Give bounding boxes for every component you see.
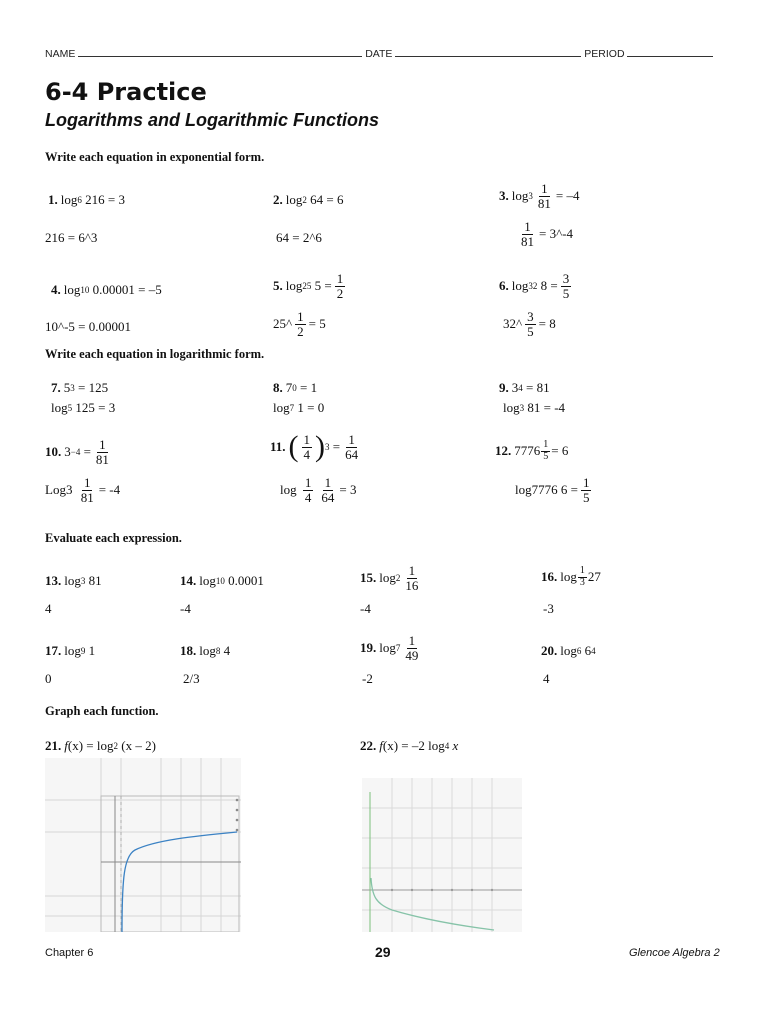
problem-7: 7. 5 3 = 125: [51, 380, 109, 395]
date-label: DATE: [365, 48, 393, 60]
answer-19: -2: [362, 671, 373, 686]
name-blank[interactable]: [78, 47, 362, 57]
problem-1: 1. log 6 216 = 3: [48, 192, 125, 207]
fraction: $\frac{1}{2}$: [336, 271, 344, 301]
fraction: $\frac{1}{81}$: [537, 181, 551, 211]
graph-22[interactable]: [362, 778, 522, 932]
answer-10: Log3 $\frac{1}{81}$ = -4: [45, 475, 121, 505]
answer-13: 4: [45, 601, 52, 616]
problem-16: 16. log $\frac{1}{3}$ 27: [541, 565, 601, 588]
answer-2: 64 = 2^6: [276, 230, 322, 245]
problem-20: 20. log 6 6 4: [541, 643, 596, 658]
fraction: $\frac{1}{81}$: [521, 219, 534, 249]
answer-18: 2/3: [183, 671, 200, 686]
footer-book: Glencoe Algebra 2: [629, 947, 720, 959]
fraction: $\frac{1}{4}$: [303, 431, 311, 462]
header-line: [45, 47, 713, 60]
problem-17: 17. log 9 1: [45, 643, 96, 658]
answer-4: 10^-5 = 0.00001: [45, 319, 132, 334]
footer-chapter: Chapter 6: [45, 947, 94, 959]
problem-5: 5. log 25 5 = $\frac{1}{2}$: [273, 271, 344, 301]
problem-2: 2. log 2 64 = 6: [273, 192, 344, 207]
page-title: 6-4 Practice: [45, 78, 207, 106]
answer-16: -3: [543, 601, 554, 616]
footer-page-number: 29: [375, 944, 391, 960]
name-label: NAME: [45, 48, 76, 60]
fraction: $\frac{1}{81}$: [80, 475, 94, 505]
problem-12: 12. 7776 $\frac{1}{5}$ = 6: [495, 439, 569, 462]
section-graph: Graph each function.: [45, 704, 159, 718]
fraction: $\frac{1}{5}$: [582, 475, 590, 505]
page-subtitle: Logarithms and Logarithmic Functions: [45, 110, 380, 130]
fraction: $\frac{1}{16}$: [405, 563, 419, 593]
answer-12: log7776 6 = $\frac{1}{5}$: [515, 475, 590, 505]
fraction: $\frac{1}{49}$: [405, 633, 419, 663]
section-log-form: Write each equation in logarithmic form.: [45, 347, 265, 361]
answer-11: log $\frac{1}{4}$ $\frac{1}{64}$ = 3: [280, 475, 357, 505]
problem-13: 13. log 3 81: [45, 573, 102, 588]
answer-9: log 3 81 = -4: [503, 400, 566, 415]
problem-11: 11. ( $\frac{1}{4}$ ) 3 = $\frac{1}{64}$: [270, 430, 359, 463]
fraction: $\frac{1}{64}$: [345, 431, 359, 462]
answer-7: log 5 125 = 3: [51, 400, 116, 415]
answer-1: 216 = 6^3: [45, 230, 98, 245]
problem-15: 15. log 2 $\frac{1}{16}$: [360, 563, 419, 593]
fraction: $\frac{1}{4}$: [304, 475, 312, 505]
period-label: PERIOD: [584, 48, 625, 60]
date-blank[interactable]: [395, 47, 581, 57]
problem-4: 4. log 10 0.00001 = –5: [51, 282, 162, 297]
problem-3: 3. log 3 $\frac{1}{81}$ = –4: [499, 181, 580, 211]
fraction: $\frac{1}{81}$: [95, 437, 109, 467]
problem-6: 6. log 32 8 = $\frac{3}{5}$: [499, 271, 570, 301]
fraction: $\frac{3}{5}$: [562, 271, 570, 301]
answer-8: log 7 1 = 0: [273, 400, 325, 415]
fraction: $\frac{1}{3}$: [579, 565, 585, 588]
fraction: $\frac{1}{5}$: [543, 439, 549, 462]
section-exp-form: Write each equation in exponential form.: [45, 150, 265, 164]
problem-8: 8. 7 0 = 1: [273, 380, 318, 395]
section-evaluate: Evaluate each expression.: [45, 531, 182, 545]
fraction: $\frac{1}{2}$: [297, 309, 304, 339]
problem-10: 10. 3 −4 = $\frac{1}{81}$: [45, 437, 109, 467]
graph-21[interactable]: [45, 758, 241, 932]
problem-21: 21. f (x) = log 2 (x – 2): [45, 738, 156, 753]
answer-6: 32^ $\frac{3}{5}$ = 8: [503, 309, 556, 339]
problem-14: 14. log 10 0.0001: [180, 573, 264, 588]
answer-14: -4: [180, 601, 191, 616]
answer-20: 4: [543, 671, 550, 686]
problem-9: 9. 3 4 = 81: [499, 380, 550, 395]
problem-22: 22. f (x) = –2 log 4 x: [360, 738, 459, 753]
answer-17: 0: [45, 671, 52, 686]
fraction: $\frac{3}{5}$: [527, 309, 534, 339]
problem-19: 19. log 7 $\frac{1}{49}$: [360, 633, 419, 663]
answer-5: 25^ $\frac{1}{2}$ = 5: [273, 309, 326, 339]
period-blank[interactable]: [627, 47, 713, 57]
fraction: $\frac{1}{64}$: [321, 475, 335, 505]
problem-18: 18. log 8 4: [180, 643, 231, 658]
answer-3: $\frac{1}{81}$ = 3^-4: [521, 219, 574, 249]
answer-15: -4: [360, 601, 371, 616]
